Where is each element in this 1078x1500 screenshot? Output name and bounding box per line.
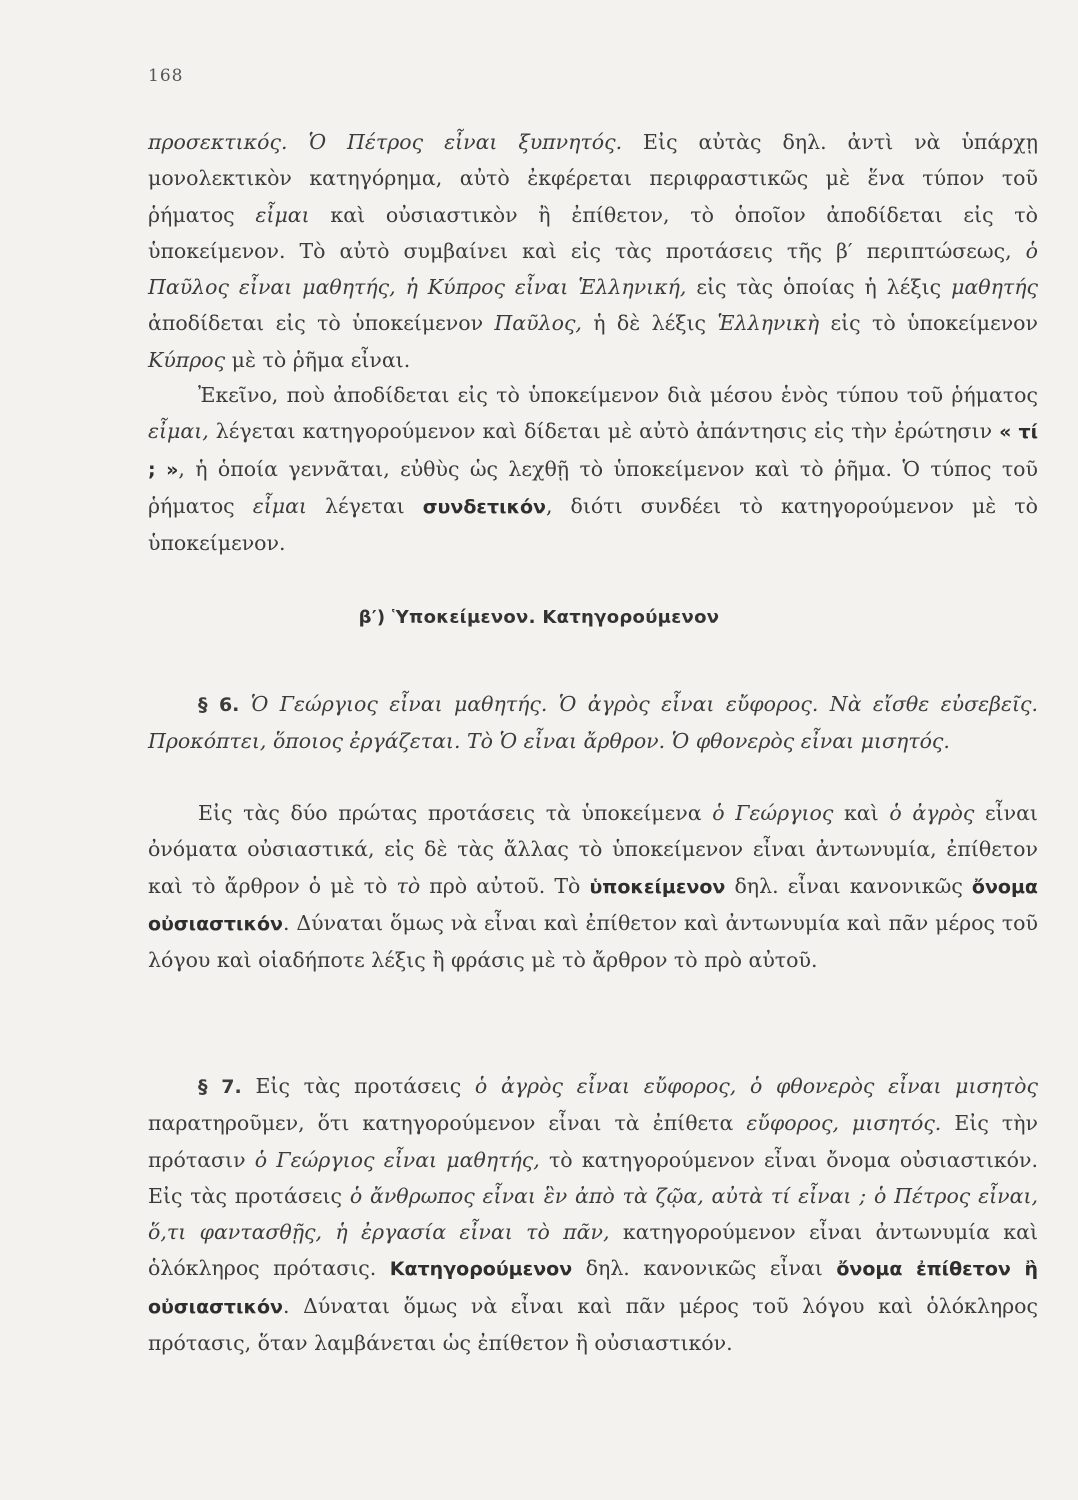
section-number: § 7. [198, 1076, 242, 1098]
body-text: Εἰς αὐτὰς δηλ. ἀντὶ νὰ ὑπάρχῃ μονολεκτικὸν κατηγόρημα, αὐτὸ ἐκφέρεται περιφραστικῶς μὲ ἕνα τύπον τοῦ ῥήματος [148, 130, 1039, 227]
body-text: . Δύναται ὅμως νὰ εἶναι καὶ ἐπίθετον καὶ ἀντωνυμία καὶ πᾶν μέρος τοῦ λόγου καὶ οἱαδήποτε λέξις ἢ φράσις μὲ τὸ ἄρθρον τὸ πρὸ αὐτοῦ. [148, 910, 1038, 973]
body-text: , ἡ ὁποία γεννᾶται, εὐθὺς ὡς λεχθῇ τὸ ὑποκείμενον καὶ τὸ ῥῆμα. Ὁ τύπος τοῦ ῥήματος [148, 456, 1038, 518]
italic-word: τὸ [396, 873, 421, 898]
body-text: Εἰς τὰς δύο πρώτας προτάσεις τὰ ὑποκείμενα [198, 801, 713, 825]
body-text: εἰς τὸ ὑποκείμενον [819, 311, 1038, 336]
paragraph-2-text [148, 377, 1038, 561]
body-text: , διότι συνδέει τὸ κατηγορούμενον μὲ τὸ ὑποκείμενον. [148, 493, 1038, 556]
question-term: « τί ; » [148, 421, 1038, 481]
italic-word: εὔφορος, μισητός. [746, 1111, 942, 1136]
paragraph-definition [148, 377, 1038, 561]
section-heading: β′) Ὑποκείμενον. Κατηγορούμενον [358, 607, 720, 628]
section-number: § 6. [198, 694, 240, 716]
italic-word: προσεκτικός. [148, 130, 309, 154]
paragraph-4-text [148, 795, 1038, 978]
example-sentence: ὁ ἄνθρωπος εἶναι ἓν ἀπὸ τὰ ζῷα, αὐτὰ τί εἶναι ; ὁ Πέτρος εἶναι, ὅ,τι φαντασθῇς, ἡ ἐργασία εἶναι τὸ πᾶν, [148, 1183, 1038, 1245]
body-text: καὶ [833, 801, 890, 825]
italic-word: Κύπρος [148, 347, 226, 372]
example-sentence: Ὁ Πέτρος εἶναι ξυπνητός. [308, 130, 623, 154]
body-text: λέγεται κατηγορούμενον καὶ δίδεται μὲ αὐτὸ ἀπάντησις εἰς τὴν ἐρώτησιν [208, 419, 1000, 444]
bold-term: ὄνομα ἐπίθετον ἢ οὐσιαστικόν [148, 1258, 1038, 1318]
example-sentence: ὁ ἀγρὸς εἶναι εὔφορος, ὁ φθονερὸς εἶναι μισητὸς [474, 1074, 1038, 1098]
body-text: ἀποδίδεται εἰς τὸ ὑποκείμενον [148, 311, 495, 336]
bold-term: Κατηγορούμενον [389, 1258, 573, 1281]
section-7-text [148, 1068, 1038, 1361]
bold-term: συνδετικόν [422, 495, 546, 518]
section-7 [148, 1068, 1038, 1361]
body-text: παρατηροῦμεν, ὅτι κατηγορούμενον εἶναι τὰ ἐπίθετα [148, 1111, 747, 1136]
body-text: εἶναι ὀνόματα οὐσιαστικά, εἰς δὲ τὰς ἄλλας τὸ ὑποκείμενον εἶναι ἀντωνυμία, ἐπίθετον καὶ τὸ ἄρθρον ὁ μὲ τὸ [148, 801, 1038, 898]
example-sentence: ὁ Γεώργιος εἶναι μαθητής, [254, 1147, 540, 1172]
italic-word: Παῦλος, [494, 311, 582, 336]
italic-word: εἶμαι, [148, 419, 209, 444]
body-text: δηλ. κανονικῶς εἶναι [572, 1256, 837, 1281]
body-text: Εἰς τὴν πρότασιν [148, 1111, 1038, 1172]
body-text: . Δύναται ὅμως νὰ εἶναι καὶ πᾶν μέρος τοῦ λόγου καὶ ὁλόκληρος πρότασις, ὅταν λαμβάνεται ὡς ἐπίθετον ἢ οὐσιαστικόν. [148, 1293, 1038, 1356]
italic-word: εἶμαι [252, 493, 307, 518]
example-sentences: Ὁ Γεώργιος εἶναι μαθητής. Ὁ ἀγρὸς εἶναι εὔφορος. Νὰ εἴσθε εὐσεβεῖς. Προκόπτει, ὅποιος ἐργάζεται. Τὸ Ὁ εἶναι ἄρθρον. Ὁ φθονερὸς εἶναι μισητός. [148, 692, 1038, 754]
italic-word: Ἑλληνικὴ [717, 311, 820, 336]
body-text: εἰς τὰς ὁποίας ἡ λέξις [686, 275, 952, 300]
bold-term: ὑποκείμενον [589, 875, 726, 898]
italic-word: μαθητής [951, 275, 1038, 300]
body-text: πρὸ αὐτοῦ. Τὸ [420, 873, 590, 898]
body-text: τὸ κατηγορούμενον εἶναι ὄνομα οὐσιαστικόν. Εἰς τὰς προτάσεις [148, 1147, 1038, 1208]
italic-word: εἶμαι [255, 202, 310, 227]
body-text: λέγεται [306, 493, 423, 518]
body-text: δηλ. εἶναι κανονικῶς [725, 873, 972, 898]
page-number: 168 [148, 66, 184, 86]
paragraph-continuation [148, 124, 1038, 378]
italic-word: ὁ ἀγρὸς [889, 801, 975, 825]
body-text: Ἐκεῖνο, ποὺ ἀποδίδεται εἰς τὸ ὑποκείμενον διὰ μέσου ἑνὸς τύπου τοῦ ῥήματος [198, 383, 1038, 407]
body-text: ἡ δὲ λέξις [581, 311, 718, 336]
bold-term: ὄνομα οὐσιαστικόν [148, 875, 1038, 935]
body-text: καὶ οὐσιαστικὸν ἢ ἐπίθετον, τὸ ὁποῖον ἀποδίδεται εἰς τὸ ὑποκείμενον. Τὸ αὐτὸ συμβαίνει καὶ εἰς τὰς προτάσεις τῆς β′ περιπτώσεως, [148, 202, 1038, 263]
section-6 [148, 686, 1038, 760]
paragraph-1-text [148, 124, 1038, 378]
body-text: μὲ τὸ ῥῆμα εἶναι. [225, 347, 411, 372]
section-6-examples [148, 686, 1038, 760]
paragraph-subject [148, 795, 1038, 978]
body-text: Εἰς τὰς προτάσεις [241, 1074, 475, 1098]
example-sentence: ὁ Παῦλος εἶναι μαθητής, ἡ Κύπρος εἶναι Ἑλληνική, [148, 238, 1038, 300]
italic-word: ὁ Γεώργιος [712, 801, 834, 825]
body-text: κατηγορούμενον εἶναι ἀντωνυμία καὶ ὁλόκληρος πρότασις. [148, 1220, 1038, 1281]
